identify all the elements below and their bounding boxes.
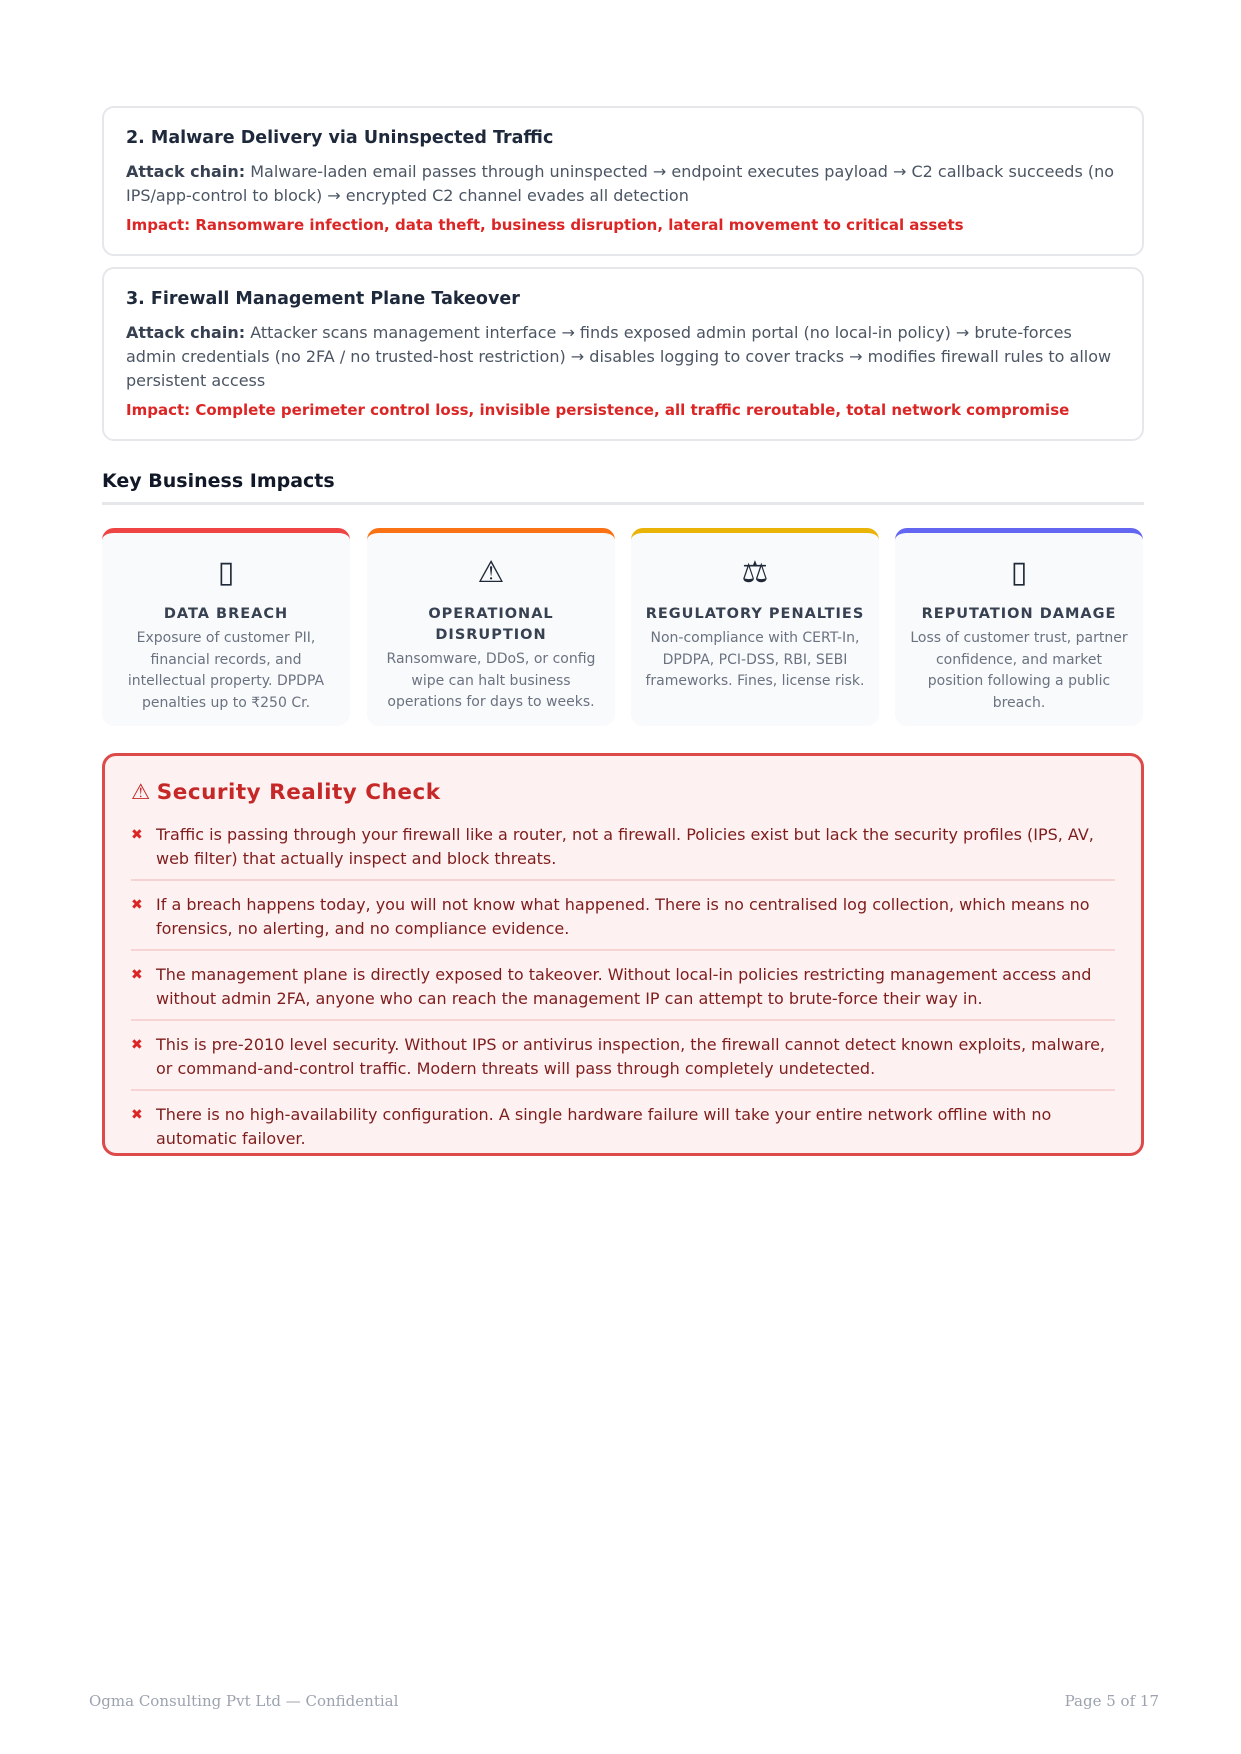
scales-icon: ⚖ — [741, 555, 769, 590]
impact-card-title: DATA BREACH — [163, 606, 289, 622]
warning-icon: ⚠ — [477, 555, 505, 590]
list-item-text: If a breach happens today, you will not know what happened. There is no centralised log collection, which means no forensics, no alerting, and no compliance evidence. — [156, 895, 1090, 938]
cross-icon: ✖ — [131, 827, 143, 843]
attack-chain-label: Attack chain: — [126, 323, 246, 342]
impact-card-operational-disruption — [367, 528, 615, 726]
footer-left: Ogma Consulting Pvt Ltd — Confidential — [89, 1692, 399, 1710]
scenario-card — [102, 106, 1144, 256]
attack-chain — [126, 321, 1120, 393]
impact-statement: Impact: Ransomware infection, data theft, business disruption, lateral movement to critical assets — [126, 216, 964, 234]
list-item-text: The management plane is directly exposed to takeover. Without local-in policies restricting management access and without admin 2FA, anyone who can reach the management IP can attempt to brute-force their way in. — [156, 965, 1092, 1008]
reality-check-title: Security Reality Check — [156, 780, 441, 805]
scenario-title: 2. Malware Delivery via Uninspected Traffic — [126, 128, 554, 148]
impact-card-description: Exposure of customer PII, financial records, and intellectual property. DPDPA penalties up to ₹250 Cr. — [127, 630, 325, 711]
impact-card-reputation-damage — [895, 528, 1143, 726]
list-item — [131, 1033, 1115, 1091]
list-item — [131, 893, 1115, 951]
list-item-text: There is no high-availability configuration. A single hardware failure will take your entire network offline with no automatic failover. — [156, 1105, 1052, 1148]
warning-icon: ⚠ — [131, 780, 151, 805]
impact-card-data-breach — [102, 528, 350, 726]
footer-page-number: Page 5 of 17 — [1064, 1692, 1159, 1710]
list-item-text: Traffic is passing through your firewall like a router, not a firewall. Policies exist but lack the security profiles (IPS, AV, web filter) that actually inspect and block threats. — [156, 825, 1094, 868]
impact-statement: Impact: Complete perimeter control loss, invisible persistence, all traffic reroutable, total network compromise — [126, 401, 1070, 419]
cross-icon: ✖ — [131, 1107, 143, 1123]
impact-card-title: REPUTATION DAMAGE — [921, 606, 1117, 622]
reality-check-list — [131, 823, 1115, 1159]
list-item — [131, 823, 1115, 881]
broken-glyph-icon: ▯ — [1010, 555, 1028, 590]
impact-card-description: Loss of customer trust, partner confidence, and market position following a public breach. — [910, 630, 1128, 711]
impact-card-title: OPERATIONAL DISRUPTION — [428, 606, 554, 643]
impact-card-regulatory-penalties — [631, 528, 879, 726]
cross-icon: ✖ — [131, 897, 143, 913]
broken-glyph-icon: ▯ — [217, 555, 235, 590]
attack-chain — [126, 160, 1120, 208]
attack-chain-text: Malware-laden email passes through uninspected → endpoint executes payload → C2 callback succeeds (no IPS/app-control to block) → encrypted C2 channel evades all detection — [126, 162, 1115, 205]
impact-card-description: Ransomware, DDoS, or config wipe can halt business operations for days to weeks. — [386, 651, 596, 710]
list-item-text: This is pre-2010 level security. Without IPS or antivirus inspection, the firewall cannot detect known exploits, malware, or command-and-control traffic. Modern threats will pass through completely undetected. — [156, 1035, 1105, 1078]
list-item — [131, 1103, 1115, 1159]
scenario-card — [102, 267, 1144, 441]
scenario-title: 3. Firewall Management Plane Takeover — [126, 289, 520, 309]
attack-chain-text: Attacker scans management interface → finds exposed admin portal (no local-in policy) → brute-forces admin credentials (no 2FA / no trusted-host restriction) → disables logging to cover tracks → modifies firewall rules to allow persistent access — [126, 323, 1112, 390]
reality-check-box — [102, 753, 1144, 1156]
list-item — [131, 963, 1115, 1021]
section-title: Key Business Impacts — [102, 470, 1144, 505]
cross-icon: ✖ — [131, 1037, 143, 1053]
attack-chain-label: Attack chain: — [126, 162, 246, 181]
cross-icon: ✖ — [131, 967, 143, 983]
impact-card-description: Non-compliance with CERT-In, DPDPA, PCI-DSS, RBI, SEBI frameworks. Fines, license risk. — [645, 630, 865, 689]
reality-check-heading — [131, 780, 1115, 805]
impact-card-title: REGULATORY PENALTIES — [645, 606, 865, 622]
